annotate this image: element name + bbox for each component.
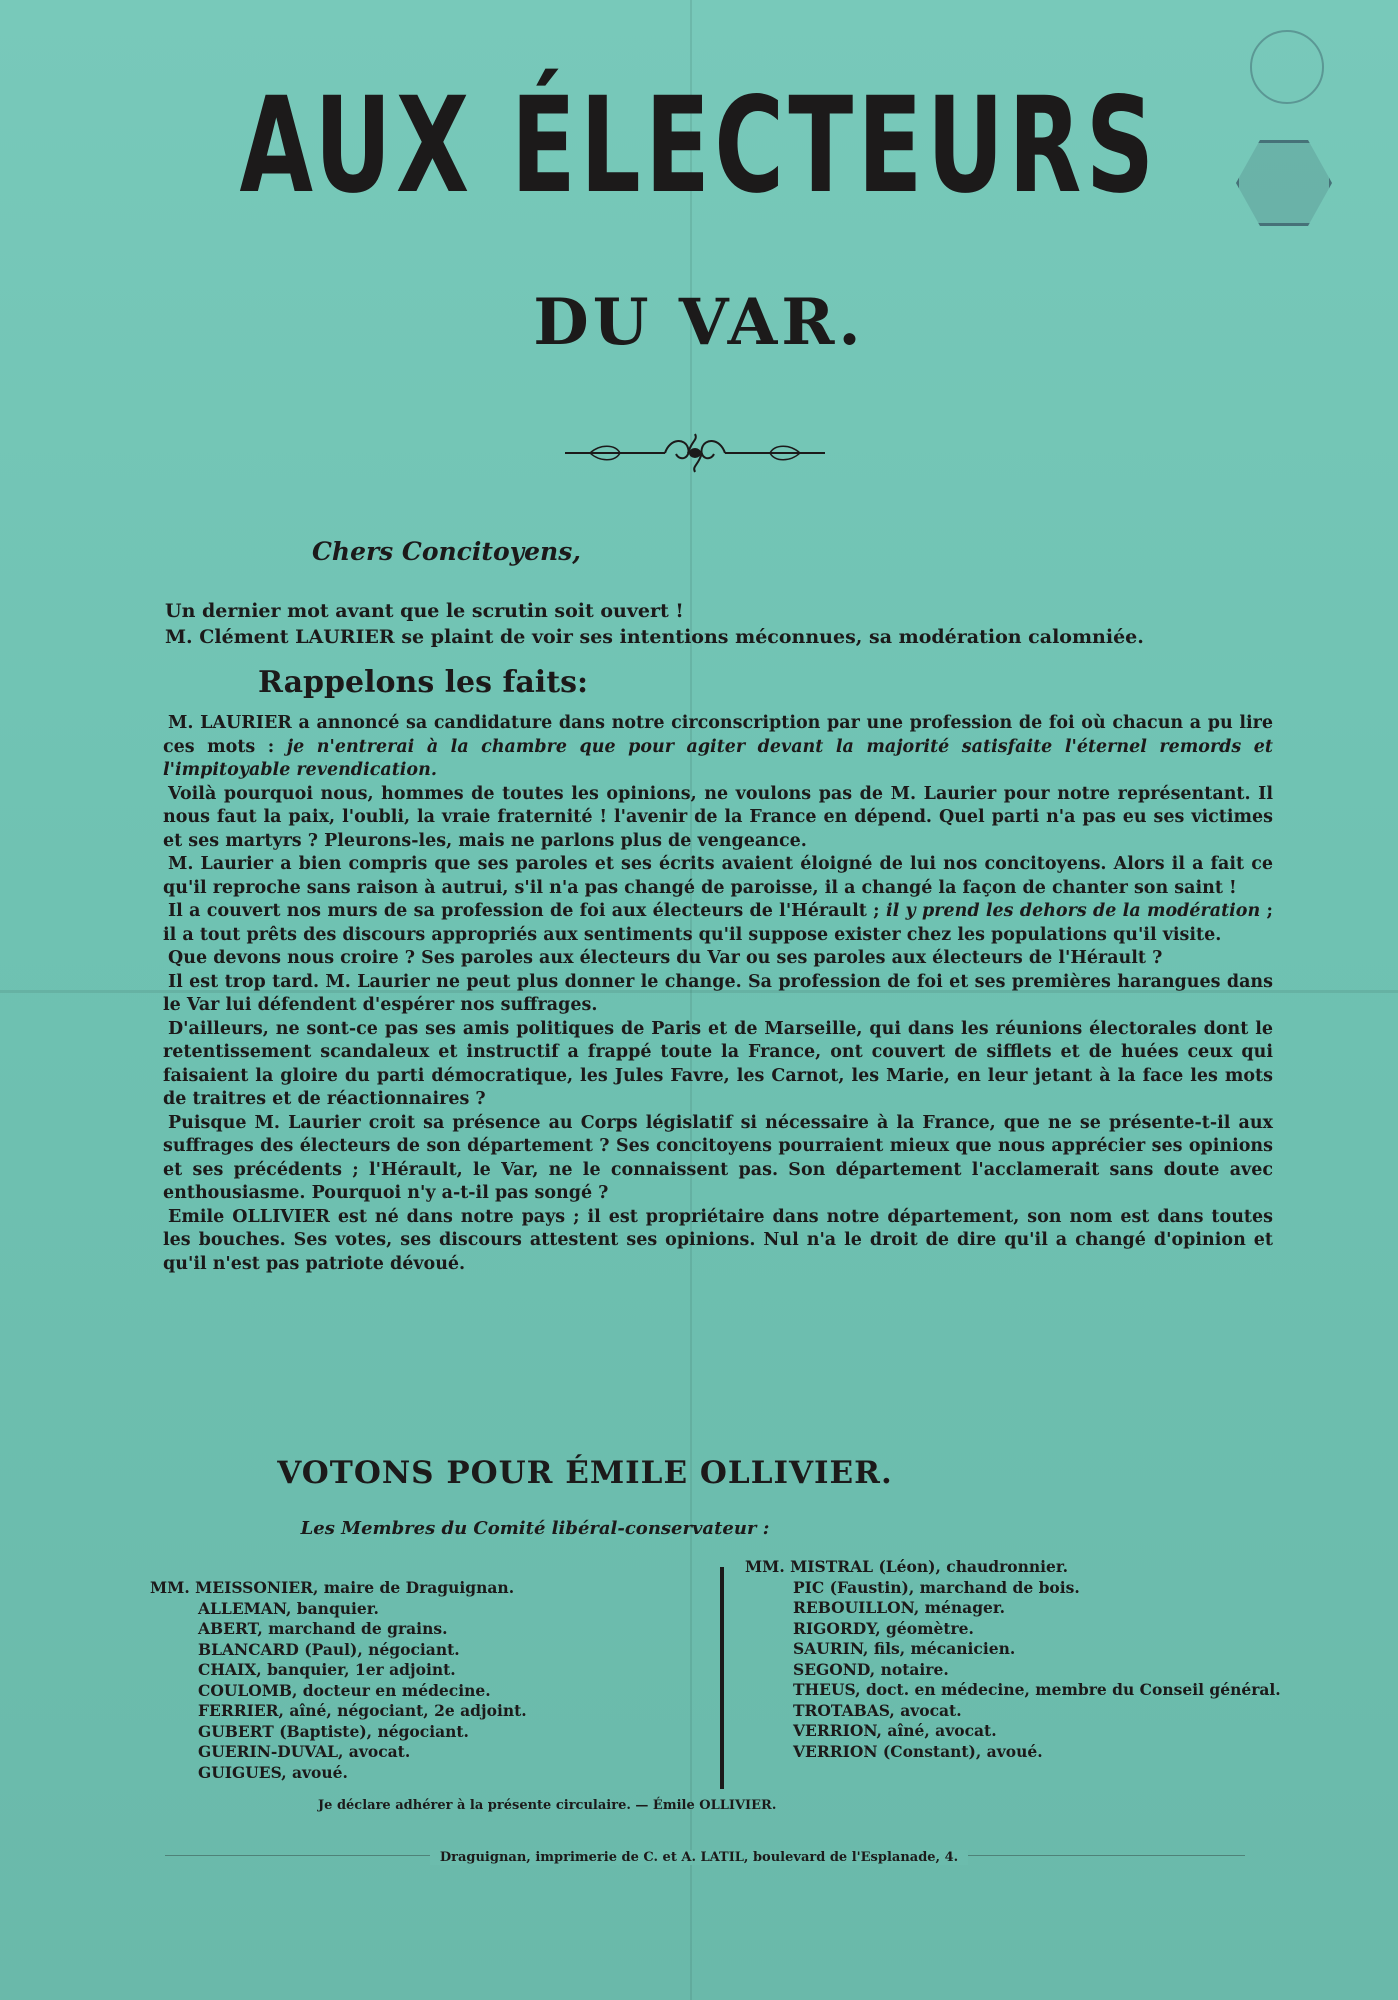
member-entry: VERRION (Constant), avoué. xyxy=(793,1741,1043,1761)
ornament-flourish-icon xyxy=(560,430,830,476)
poster-subtitle: DU VAR. xyxy=(533,285,865,360)
imprint-line xyxy=(0,1850,1398,1865)
paragraph: Emile OLLIVIER est né dans notre pays ; il est propriétaire dans notre département, son nom est dans toutes les bouches. Ses votes, ses discours attestent ses opinions. Nul n'a le droit de dire qu'il a changé d'opinion et qu'il n'est pas patriote dévoué. xyxy=(163,1206,1273,1274)
paragraph xyxy=(163,900,1273,947)
vote-line: VOTONS POUR ÉMILE OLLIVIER. xyxy=(277,1455,893,1491)
member-entry: SEGOND, notaire. xyxy=(793,1659,949,1679)
member-entry: COULOMB, docteur en médecine. xyxy=(198,1680,491,1700)
committee-heading: Les Membres du Comité libéral-conservateur : xyxy=(300,1518,770,1539)
paragraph: Voilà pourquoi nous, hommes de toutes les opinions, ne voulons pas de M. Laurier pour notre représentant. Il nous faut la paix, l'oubli, la vraie fraternité ! l'avenir de la France en dépend. Quel parti n'a pas eu ses victimes et ses martyrs ? Pleurons-les, mais ne parlons plus de vengeance. xyxy=(163,783,1273,851)
member-entry: REBOUILLON, ménager. xyxy=(793,1598,1006,1617)
member-entry: THEUS, doct. en médecine, membre du Conseil général. xyxy=(793,1680,1281,1699)
greeting: Chers Concitoyens, xyxy=(312,537,582,566)
member-entry: VERRION, aîné, avocat. xyxy=(793,1721,997,1740)
member-entry: FERRIER, aîné, négociant, 2e adjoint. xyxy=(198,1701,527,1720)
paragraph xyxy=(163,712,1273,783)
member-entry: GUIGUES, avoué. xyxy=(198,1762,348,1782)
paragraph: M. Laurier a bien compris que ses paroles et ses écrits avaient éloigné de lui nos concitoyens. Alors il a fait ce qu'il reproche sans raison à autrui, s'il n'a pas changé de paroisse, il a changé la façon de chanter son saint ! xyxy=(163,854,1273,898)
paragraph-quote: il y prend les dehors de la modération xyxy=(885,901,1261,921)
imprint-text: Draguignan, imprimerie de C. et A. LATIL, boulevard de l'Esplanade, 4. xyxy=(430,1850,968,1865)
member-entry: BLANCARD (Paul), négociant. xyxy=(198,1639,460,1659)
paragraph-text: M. LAURIER a annoncé sa candidature dans notre circonscription par une profession de foi où chacun a pu lire ces mots : xyxy=(163,713,1273,757)
member-entry: GUERIN-DUVAL, avocat. xyxy=(198,1742,411,1761)
paragraph: Il est trop tard. M. Laurier ne peut plus donner le change. Sa profession de foi et ses premières harangues dans le Var lui défendent d'espérer nos suffrages. xyxy=(163,971,1273,1015)
tax-seal-icon xyxy=(1236,140,1332,226)
paragraph: D'ailleurs, ne sont-ce pas ses amis politiques de Paris et de Marseille, qui dans les réunions électorales dont le retentissement scandaleux et instructif a frappé toute la France, ont couvert de sifflets et de huées ceux qui faisaient la gloire du parti démocratique, les Jules Favre, les Carnot, les Marie, en leur jetant à la face les mots de traitres et de réactionnaires ? xyxy=(163,1018,1273,1109)
body-text xyxy=(163,712,1273,1276)
member-entry: SAURIN, fils, mécanicien. xyxy=(793,1639,1016,1658)
archive-stamp-icon xyxy=(1250,30,1324,104)
intro-block xyxy=(165,598,1265,650)
intro-line: Un dernier mot avant que le scrutin soit ouvert ! xyxy=(165,600,684,622)
declaration: Je déclare adhérer à la présente circulaire. — Émile OLLIVIER. xyxy=(318,1798,777,1813)
paragraph: Que devons nous croire ? Ses paroles aux électeurs du Var ou ses paroles aux électeurs de l'Hérault ? xyxy=(168,948,1163,968)
member-entry: TROTABAS, avocat. xyxy=(793,1700,962,1720)
member-entry: ABERT, marchand de grains. xyxy=(198,1619,448,1638)
member-entry: MM. MEISSONIER, maire de Draguignan. xyxy=(150,1578,515,1597)
members-list-right xyxy=(745,1557,1305,1762)
facts-heading: Rappelons les faits: xyxy=(258,665,589,700)
members-list-left xyxy=(150,1578,690,1783)
member-entry: MM. MISTRAL (Léon), chaudronnier. xyxy=(745,1557,1069,1576)
member-entry: GUBERT (Baptiste), négociant. xyxy=(198,1721,469,1741)
member-entry: CHAIX, banquier, 1er adjoint. xyxy=(198,1660,456,1679)
paragraph-text: ; il a tout prêts des discours appropriés aux sentiments qu'il suppose exister chez les populations qu'il visite. xyxy=(163,901,1273,945)
intro-line: M. Clément LAURIER se plaint de voir ses intentions méconnues, sa modération calomniée. xyxy=(165,626,1144,648)
paragraph: Puisque M. Laurier croit sa présence au Corps législatif si nécessaire à la France, que ne se présente-t-il aux suffrages des électeurs de son département ? Ses concitoyens pourraient mieux que nous apprécier ses opinions et ses précédents ; l'Hérault, le Var, ne le connaissent pas. Son département l'acclamerait sans doute avec enthousiasme. Pourquoi n'y a-t-il pas songé ? xyxy=(163,1112,1273,1203)
member-entry: PIC (Faustin), marchand de bois. xyxy=(793,1577,1080,1597)
member-entry: ALLEMAN, banquier. xyxy=(198,1598,379,1618)
poster-title: AUX ÉLECTEURS xyxy=(239,69,1159,223)
column-divider xyxy=(720,1567,724,1789)
paragraph-quote: je n'entrerai à la chambre que pour agiter devant la majorité satisfaite l'éternel remords et l'impitoyable revendication. xyxy=(163,736,1273,780)
member-entry: RIGORDY, géomètre. xyxy=(793,1618,974,1638)
paragraph-text: Il a couvert nos murs de sa profession de foi aux électeurs de l'Hérault ; xyxy=(168,901,886,921)
